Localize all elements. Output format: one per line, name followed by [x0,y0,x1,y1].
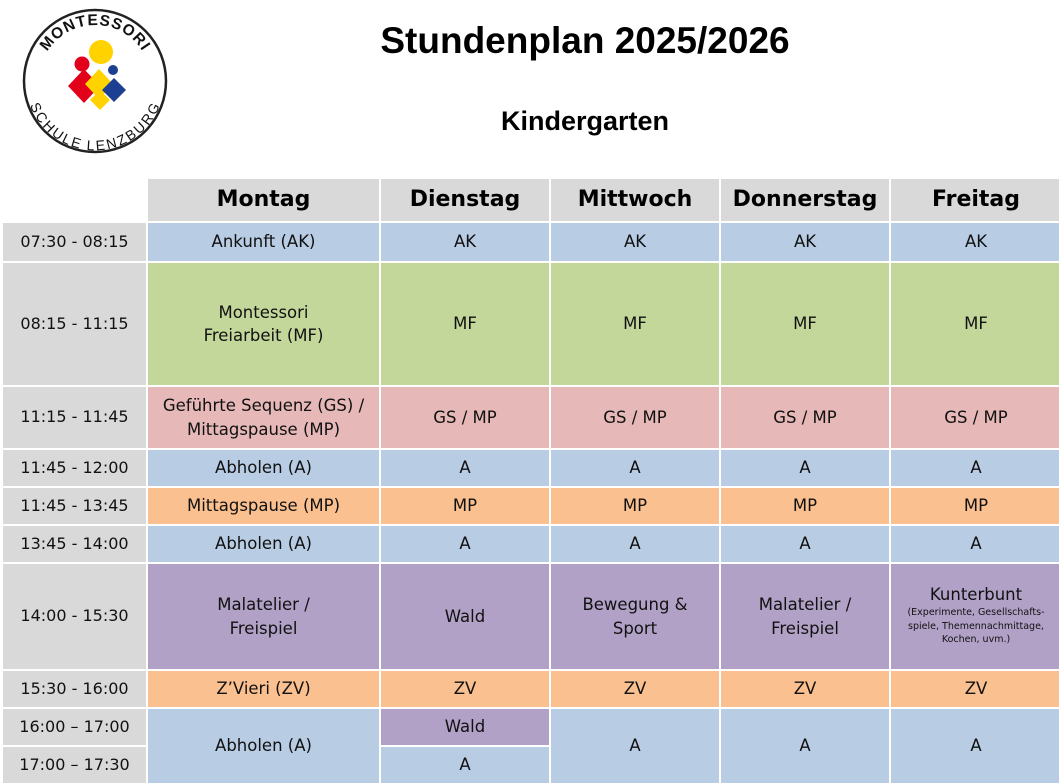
cell-abholen-donnerstag: A [721,450,889,486]
header-day-freitag: Freitag [891,179,1059,221]
time-slot: 11:45 - 12:00 [3,450,146,486]
cell-abholen-dienstag: A [381,450,549,486]
time-slot: 16:00 – 17:00 [3,709,146,745]
logo-bottom-text: SCHULE LENZBURG [27,99,163,154]
timetable [3,179,1055,775]
logo-top-text: MONTESSORI [36,11,154,55]
cell-ankunft-freitag: AK [891,223,1059,261]
cell-ankunft-donnerstag: AK [721,223,889,261]
time-slot: 15:30 - 16:00 [3,671,146,707]
cell-abholen-freitag: A [891,526,1059,562]
cell-abholen-donnerstag: A [721,526,889,562]
time-slot: 17:00 – 17:30 [3,747,146,783]
cell-freiarbeit-montag [148,263,379,385]
cell-mittagspause-montag: Mittagspause (MP) [148,488,379,524]
cell-abholen-freitag: A [891,450,1059,486]
cell-abend-donnerstag: A [721,709,889,783]
cell-mittagspause-freitag: MP [891,488,1059,524]
cell-mittagspause-dienstag: MP [381,488,549,524]
kunterbunt-note-line: (Experimente, Gesellschafts- [907,606,1045,618]
cell-zvieri-mittwoch: ZV [551,671,719,707]
kunterbunt-note-line: spiele, Themennachmittage, [908,620,1044,632]
cell-text-line: Mittagspause (MP) [186,419,341,439]
cell-text-line: Malatelier / [758,595,852,615]
cell-abend-dienstag-wald: Wald [381,709,549,745]
cell-text-line: Malatelier / [217,595,310,615]
cell-ankunft-mittwoch: AK [551,223,719,261]
cell-nachmittag-montag [148,564,379,669]
kunterbunt-title: Kunterbunt [929,584,1023,604]
cell-abholen-mittwoch: A [551,450,719,486]
cell-text-line: Freispiel [229,618,298,638]
cell-nachmittag-dienstag: Wald [381,564,549,669]
cell-text-line: Montessori [218,302,309,322]
cell-zvieri-donnerstag: ZV [721,671,889,707]
cell-text-line: Sport [612,618,658,638]
page-title: Stundenplan 2025/2026 [380,20,790,61]
cell-zvieri-montag: Z’Vieri (ZV) [148,671,379,707]
header-day-dienstag: Dienstag [381,179,549,221]
cell-ankunft-dienstag: AK [381,223,549,261]
cell-sequenz-mittwoch: GS / MP [551,387,719,448]
cell-nachmittag-donnerstag [721,564,889,669]
cell-ankunft-montag: Ankunft (AK) [148,223,379,261]
time-slot: 14:00 - 15:30 [3,564,146,669]
cell-sequenz-dienstag: GS / MP [381,387,549,448]
cell-nachmittag-mittwoch [551,564,719,669]
kunterbunt-note-line: Kochen, uvm.) [941,634,1011,646]
header-day-donnerstag: Donnerstag [721,179,889,221]
cell-nachmittag-freitag [891,564,1059,669]
cell-abholen-dienstag: A [381,526,549,562]
cell-text-line: Freiarbeit (MF) [203,326,324,345]
cell-zvieri-freitag: ZV [891,671,1059,707]
cell-text-line: Bewegung & [582,595,688,615]
time-slot: 11:15 - 11:45 [3,387,146,448]
time-slot: 08:15 - 11:15 [3,263,146,385]
header-day-mittwoch: Mittwoch [551,179,719,221]
cell-abend-mittwoch: A [551,709,719,783]
cell-freiarbeit-freitag: MF [891,263,1059,385]
montessori-logo [22,8,168,154]
cell-mittagspause-mittwoch: MP [551,488,719,524]
page-subtitle: Kindergarten [500,106,670,136]
kunterbunt-note [907,606,1044,647]
cell-mittagspause-donnerstag: MP [721,488,889,524]
header-corner [3,179,146,221]
time-slot: 07:30 - 08:15 [3,223,146,261]
cell-text-line: Geführte Sequenz (GS) / [162,396,365,416]
cell-freiarbeit-mittwoch: MF [551,263,719,385]
cell-abend-montag: Abholen (A) [148,709,379,783]
cell-freiarbeit-dienstag: MF [381,263,549,385]
cell-abholen-montag: Abholen (A) [148,526,379,562]
cell-abend-dienstag-abholen: A [381,747,549,783]
cell-abholen-montag: Abholen (A) [148,450,379,486]
cell-abholen-mittwoch: A [551,526,719,562]
cell-sequenz-freitag: GS / MP [891,387,1059,448]
time-slot: 11:45 - 13:45 [3,488,146,524]
cell-sequenz-montag [148,387,379,448]
cell-zvieri-dienstag: ZV [381,671,549,707]
cell-freiarbeit-donnerstag: MF [721,263,889,385]
time-slot: 13:45 - 14:00 [3,526,146,562]
cell-text-line: Freispiel [771,618,839,638]
cell-sequenz-donnerstag: GS / MP [721,387,889,448]
header-day-montag: Montag [148,179,379,221]
cell-abend-freitag: A [891,709,1059,783]
